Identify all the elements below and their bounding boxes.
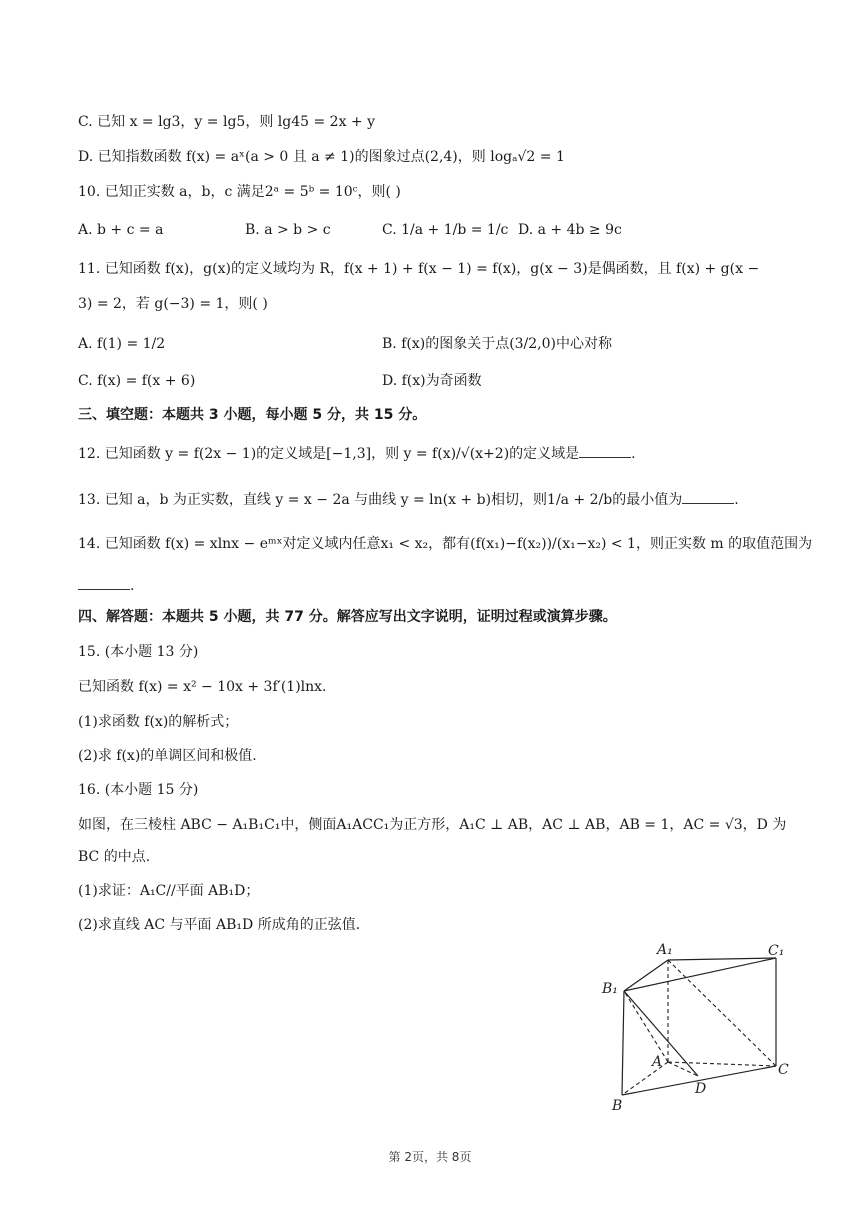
option-9d: D. 已知指数函数 f(x) = aˣ(a > 0 且 a ≠ 1)的图象过点(2,4)，则 logₐ√2 = 1 — [78, 149, 565, 165]
label-c: C — [778, 1062, 789, 1078]
edge-a-c — [668, 1062, 776, 1066]
label-b: B — [612, 1098, 623, 1114]
segment-a1-c — [668, 960, 776, 1066]
question-16-stem-cont: BC 的中点. — [78, 849, 151, 865]
question-13 — [78, 490, 739, 510]
label-a: A — [652, 1054, 663, 1070]
question-14-blank-line — [78, 576, 134, 596]
question-14: 14. 已知函数 f(x) = xlnx − eᵐˣ对定义域内任意x₁ < x₂，都有(f(x₁)−f(x₂))/(x₁−x₂) < 1，则正实数 m 的取值范围为 — [78, 536, 813, 552]
question-12 — [78, 444, 636, 464]
label-d: D — [695, 1081, 707, 1097]
question-11: 11. 已知函数 f(x)，g(x)的定义域均为 R，f(x + 1) + f(x − 1) = f(x)，g(x − 3)是偶函数，且 f(x) + g(x − — [78, 261, 760, 277]
question-15-header: 15. (本小题 13 分) — [78, 644, 199, 660]
question-16-header: 16. (本小题 15 分) — [78, 782, 199, 798]
edge-a1-c1 — [668, 958, 776, 960]
question-15-part-1: (1)求函数 f(x)的解析式； — [78, 714, 239, 730]
question-12-end: . — [631, 446, 636, 462]
option-10c: C. 1/a + 1/b = 1/c — [382, 222, 509, 238]
question-13-end: . — [734, 492, 739, 508]
question-15-stem: 已知函数 f(x) = x² − 10x + 3f′(1)lnx. — [78, 679, 327, 695]
question-13-text: 13. 已知 a，b 为正实数，直线 y = x − 2a 与曲线 y = ln(x + b)相切，则1/a + 2/b的最小值为 — [78, 492, 683, 508]
label-a1: A₁ — [657, 942, 673, 958]
segment-a-b1 — [624, 991, 668, 1062]
edge-b1-b — [622, 991, 624, 1095]
segment-a-d — [668, 1062, 698, 1076]
label-b1: B₁ — [602, 981, 618, 997]
option-10a: A. b + c = a — [78, 222, 164, 238]
question-12-text: 12. 已知函数 y = f(2x − 1)的定义域是[−1,3]，则 y = f(x)/√(x+2)的定义域是 — [78, 446, 580, 462]
option-11a: A. f(1) = 1/2 — [78, 336, 166, 352]
prism-figure — [598, 938, 798, 1118]
answer-blank — [682, 491, 734, 504]
answer-blank — [579, 445, 631, 458]
answer-blank — [78, 577, 130, 590]
section-heading-4: 四、解答题：本题共 5 小题，共 77 分。解答应写出文字说明，证明过程或演算步骤。 — [78, 609, 617, 625]
option-10b: B. a > b > c — [245, 222, 331, 238]
option-11d: D. f(x)为奇函数 — [382, 373, 482, 389]
question-11-cont: 3) = 2，若 g(−3) = 1，则( ) — [78, 296, 268, 312]
label-c1: C₁ — [768, 943, 785, 959]
option-9c: C. 已知 x = lg3，y = lg5，则 lg45 = 2x + y — [78, 114, 376, 130]
option-11b: B. f(x)的图象关于点(3/2,0)中心对称 — [382, 336, 613, 352]
question-16-stem: 如图，在三棱柱 ABC − A₁B₁C₁中，侧面A₁ACC₁为正方形，A₁C ⊥ AB，AC ⊥ AB，AB = 1，AC = √3，D 为 — [78, 817, 787, 833]
page-footer: 第 2页，共 8页 — [388, 1150, 472, 1164]
question-16-part-2: (2)求直线 AC 与平面 AB₁D 所成角的正弦值. — [78, 917, 361, 933]
question-14-end: . — [130, 578, 135, 594]
option-11c: C. f(x) = f(x + 6) — [78, 373, 196, 389]
section-heading-3: 三、填空题：本题共 3 小题，每小题 5 分，共 15 分。 — [78, 407, 427, 423]
question-10: 10. 已知正实数 a，b，c 满足2ᵃ = 5ᵇ = 10ᶜ，则( ) — [78, 184, 401, 200]
question-16-part-1: (1)求证：A₁C//平面 AB₁D； — [78, 883, 260, 899]
option-10d: D. a + 4b ≥ 9c — [518, 222, 622, 238]
question-15-part-2: (2)求 f(x)的单调区间和极值. — [78, 748, 257, 764]
